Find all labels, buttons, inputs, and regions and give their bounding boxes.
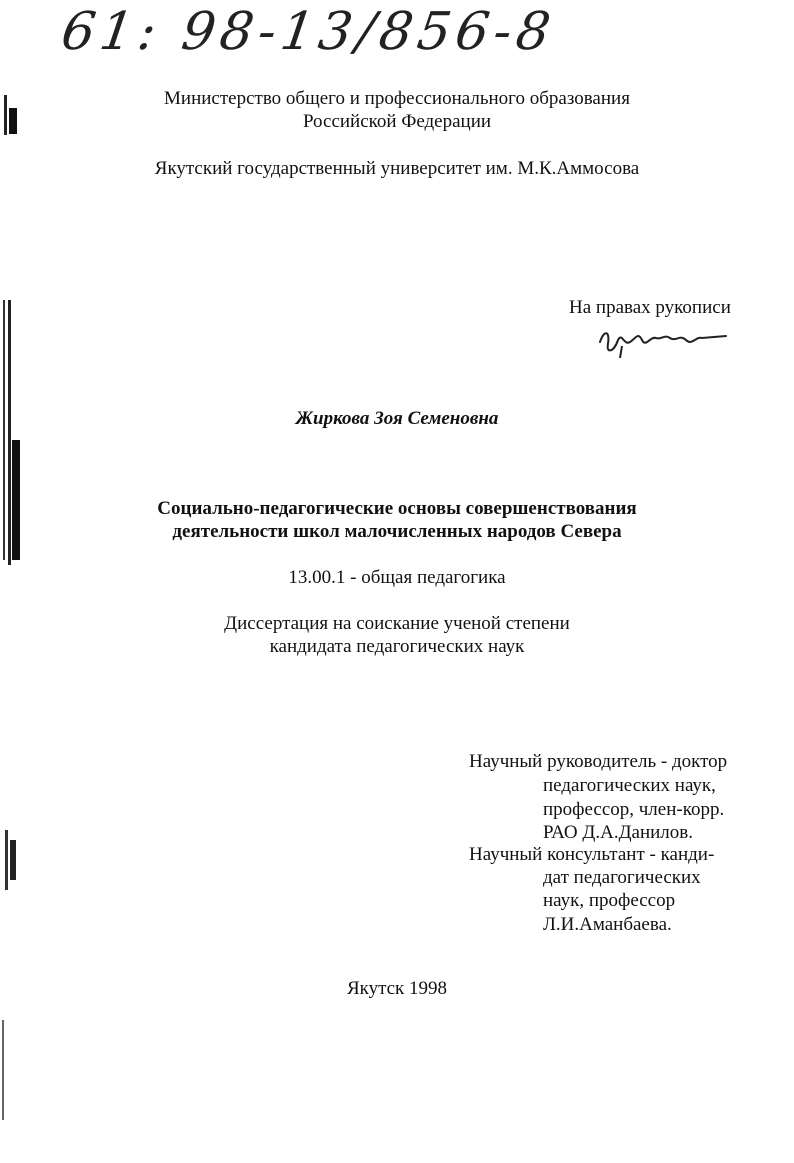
consultant-line4: Л.И.Аманбаева.	[543, 914, 672, 935]
handwritten-signature	[592, 312, 732, 362]
consultant-line3: наук, профессор	[543, 890, 676, 911]
university-name: Якутский государственный университет им. М.К.Аммосова	[154, 158, 640, 179]
dissertation-type-line1: Диссертация на соискание ученой степени	[224, 613, 570, 634]
consultant-line2: дат педагогических	[543, 867, 701, 888]
specialty-code: 13.00.1 - общая педагогика	[288, 567, 506, 588]
supervisor-line4: РАО Д.А.Данилов.	[543, 822, 693, 843]
archive-number-handwritten: 61: 98-13/856-8	[57, 2, 559, 62]
supervisor-line3: профессор, член-корр.	[543, 799, 725, 820]
consultant-line1: Научный консультант - канди-	[469, 844, 715, 865]
supervisor-line1: Научный руководитель - доктор	[469, 751, 728, 772]
ministry-line1: Министерство общего и профессионального образования	[164, 88, 630, 109]
author-name: Жиркова Зоя Семеновна	[295, 408, 499, 429]
thesis-title-line2: деятельности школ малочисленных народов Севера	[172, 521, 622, 542]
thesis-title-line1: Социально-педагогические основы совершенствования	[157, 498, 637, 519]
city-year: Якутск 1998	[346, 978, 448, 999]
supervisor-line2: педагогических наук,	[543, 775, 716, 796]
dissertation-type-line2: кандидата педагогических наук	[269, 636, 525, 657]
manuscript-rights: На правах рукописи	[569, 297, 731, 318]
ministry-line2: Российской Федерации	[302, 111, 492, 132]
